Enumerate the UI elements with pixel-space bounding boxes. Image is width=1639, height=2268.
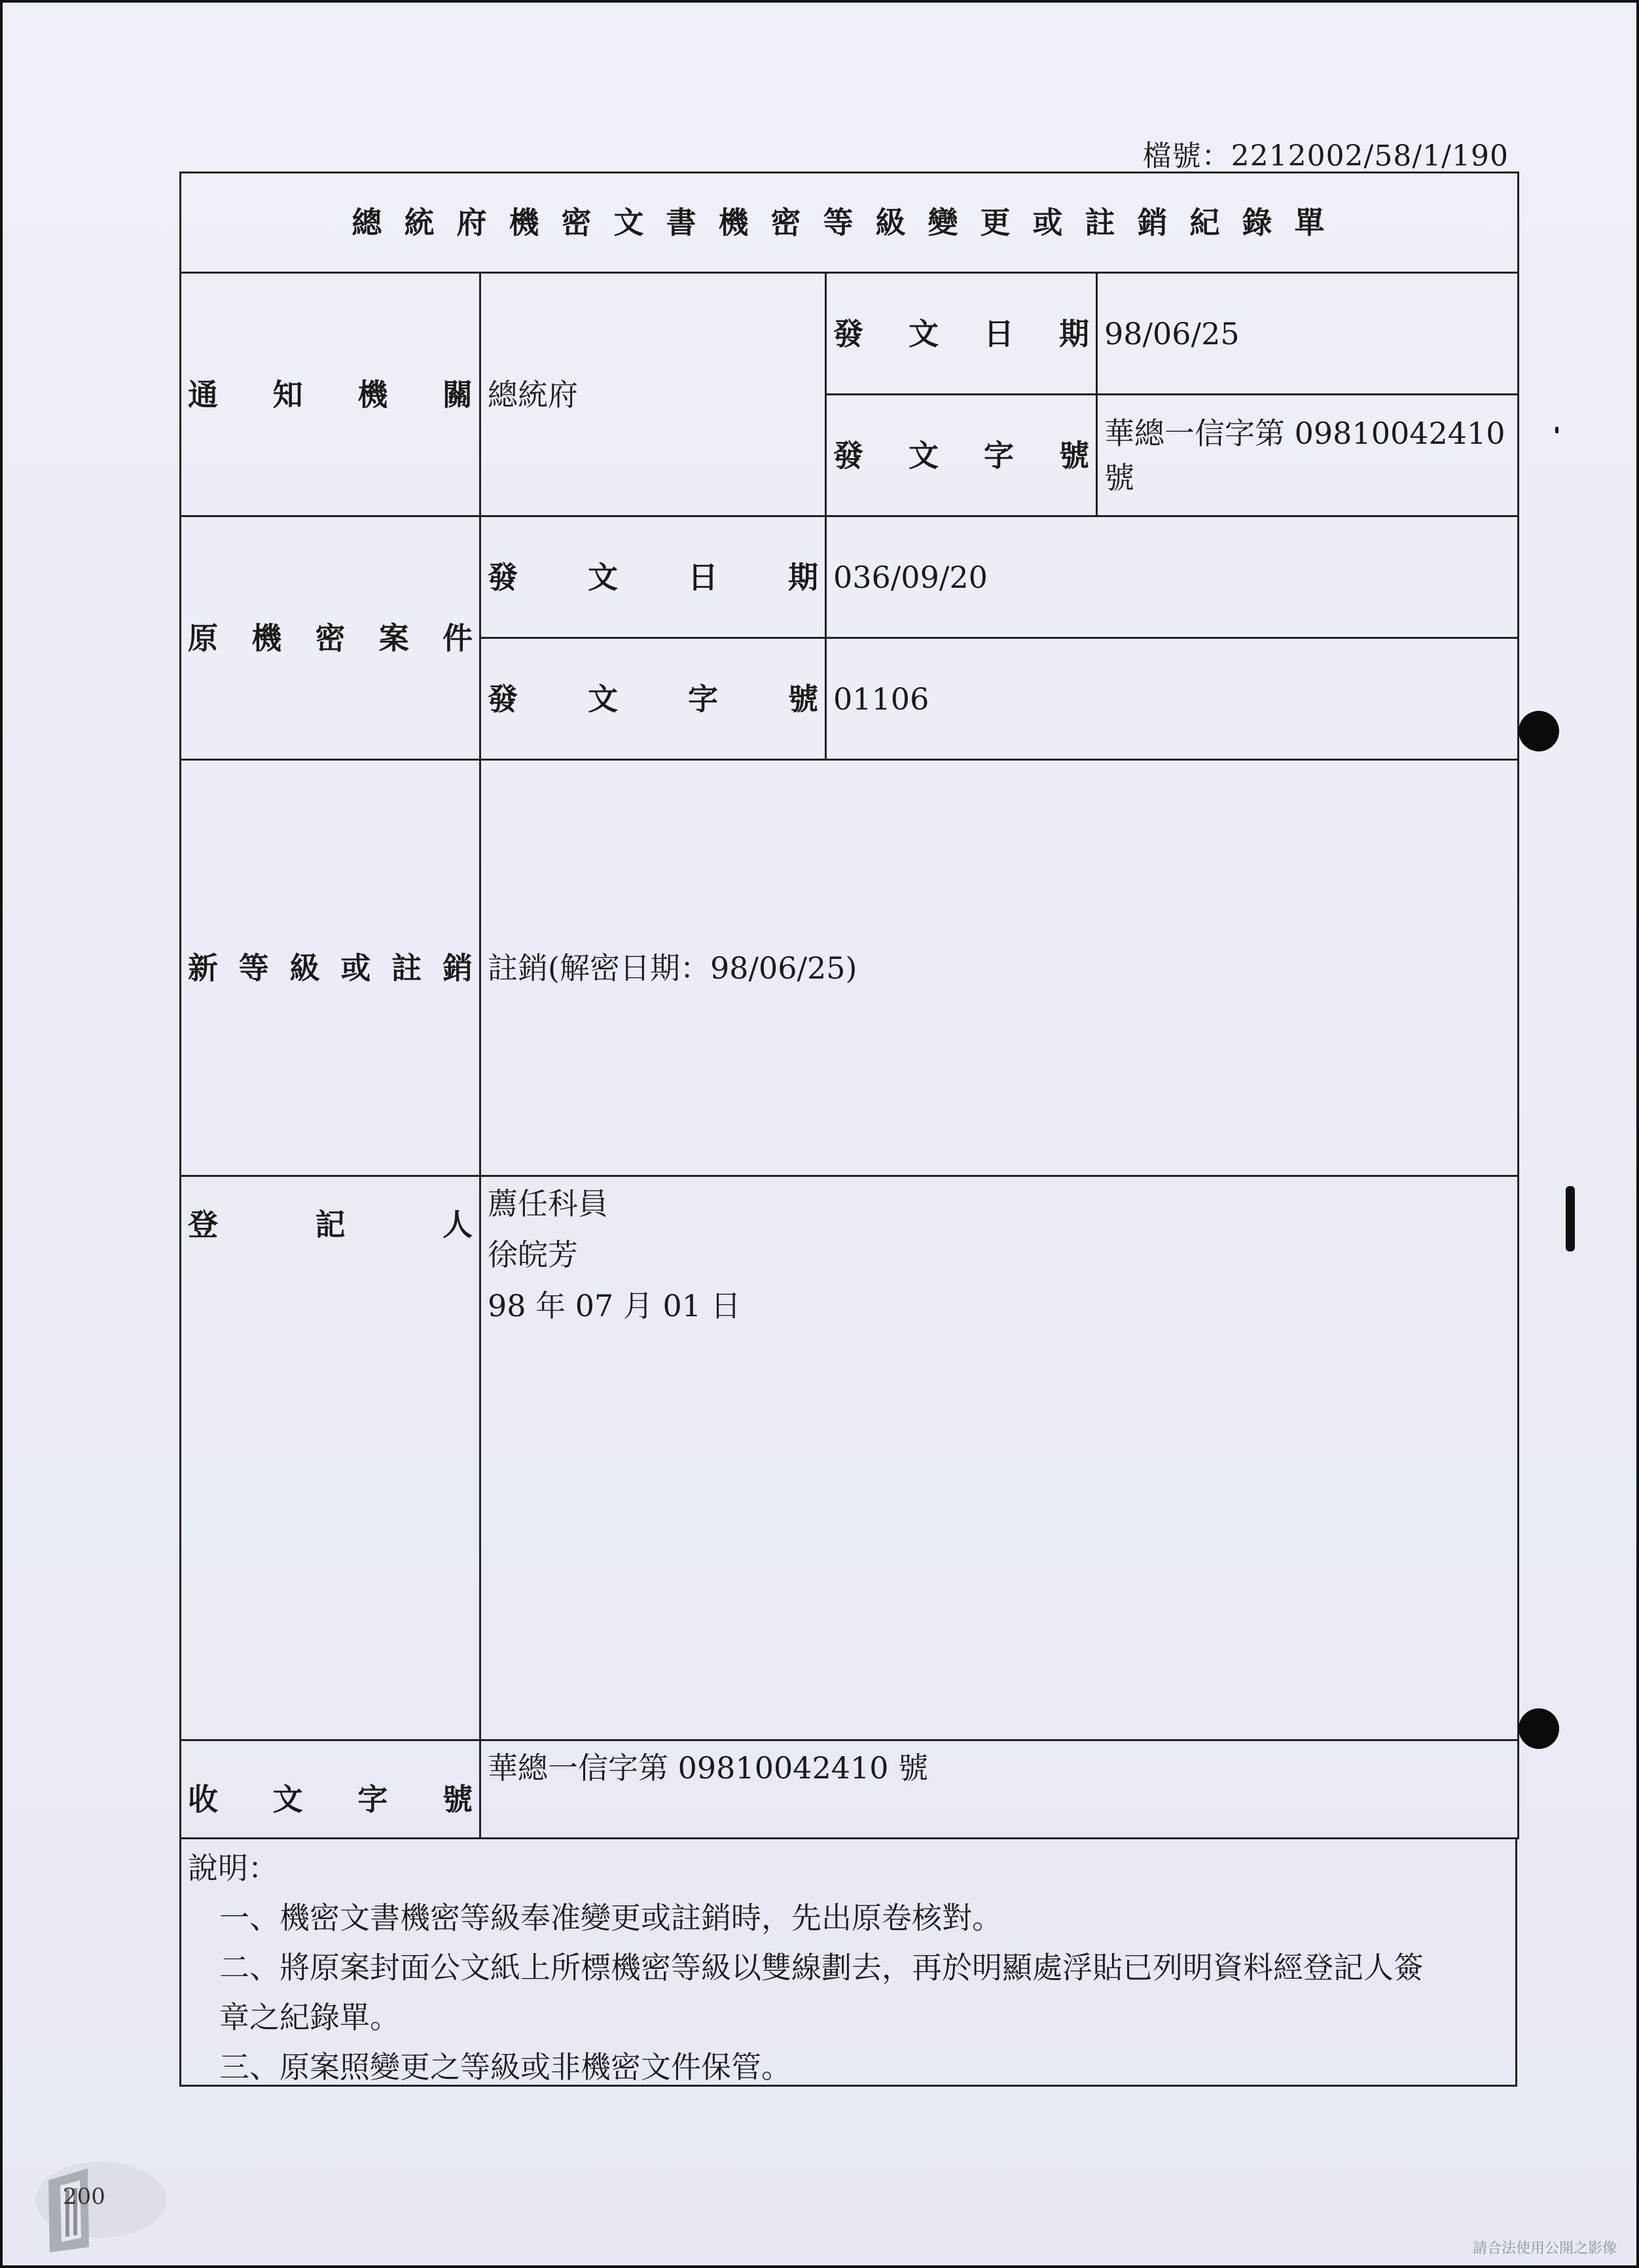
page-number: 200 [63, 2184, 105, 2210]
form-title: 總統府機密文書機密等級變更或註銷紀錄單 [181, 173, 1519, 273]
registrar-name: 徐皖芳 [488, 1237, 578, 1272]
new-level-value: 註銷(解密日期：98/06/25) [480, 760, 1519, 1176]
notes-section [179, 1839, 1517, 2087]
footer-note: 請合法使用公開之影像 [1472, 2241, 1617, 2257]
notes-item-2: 二、將原案封面公文紙上所標機密等級以雙線劃去，再於明顯處浮貼已列明資料經登記人簽 [219, 1950, 1424, 1985]
notify-issue-no-value: 華總一信字第 09810042410 號 [1097, 395, 1519, 516]
original-issue-no-label: 發文字號 [480, 638, 826, 760]
original-issue-date-label: 發文日期 [480, 516, 826, 638]
original-issue-date-value: 036/09/20 [826, 516, 1519, 638]
punch-hole-bottom [1519, 1708, 1559, 1749]
original-issue-no-value: 01106 [826, 638, 1519, 760]
notes-item-2-continued: 章之紀錄單。 [219, 2000, 400, 2035]
notes-item-1: 一、機密文書機密等級奉准變更或註銷時，先出原卷核對。 [219, 1900, 1002, 1935]
receipt-no-value: 華總一信字第 09810042410 號 [480, 1740, 1519, 1839]
registrar-date: 98 年 07 月 01 日 [488, 1288, 741, 1323]
notify-issue-date-value: 98/06/25 [1097, 273, 1519, 395]
notify-agency-value: 總統府 [480, 273, 826, 516]
notify-issue-no-label: 發文字號 [826, 395, 1097, 516]
scan-mark-edge [1566, 1186, 1575, 1251]
archive-logo-icon [3, 2154, 166, 2265]
registrar-label: 登記人 [181, 1176, 480, 1740]
notify-issue-date-label: 發文日期 [826, 273, 1097, 395]
record-form-table [179, 171, 1519, 1839]
notify-agency-label: 通知機關 [181, 273, 480, 516]
punch-hole-top [1519, 711, 1559, 751]
scan-mark-dot [1555, 427, 1558, 433]
notes-heading: 說明： [188, 1850, 278, 1886]
notes-item-3: 三、原案照變更之等級或非機密文件保管。 [219, 2049, 791, 2085]
registrar-title: 薦任科員 [488, 1186, 608, 1221]
new-level-label: 新等級或註銷 [181, 760, 480, 1176]
original-case-label: 原機密案件 [181, 516, 480, 760]
registrar-block [480, 1176, 1519, 1740]
receipt-no-label: 收文字號 [181, 1740, 480, 1839]
file-number: 檔號：2212002/58/1/190 [1142, 139, 1509, 173]
